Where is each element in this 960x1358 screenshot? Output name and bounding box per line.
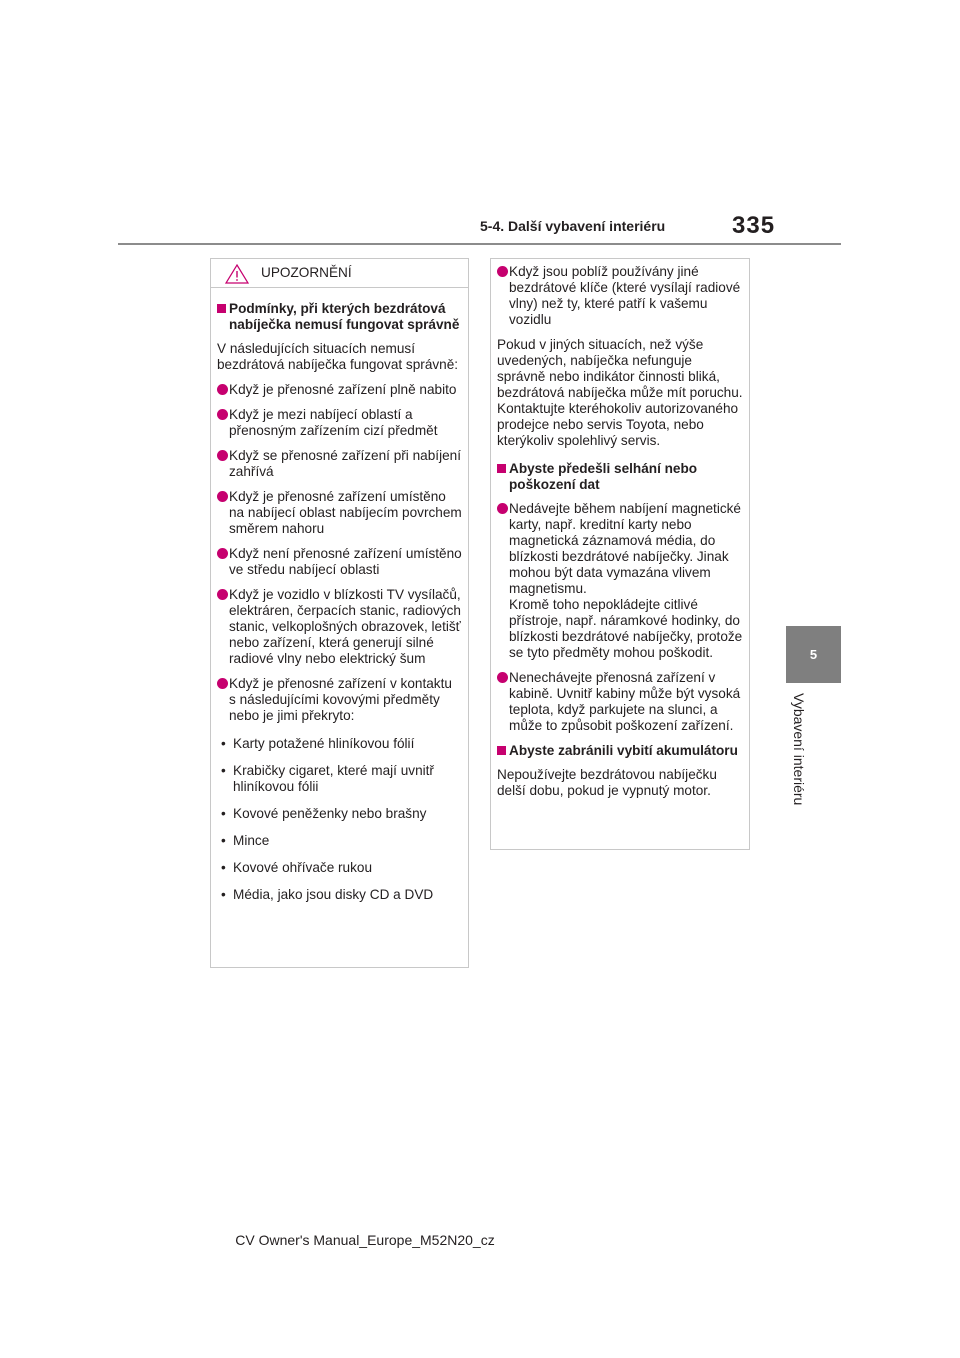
- square-bullet-icon: [497, 746, 506, 755]
- heading-conditions: Podmínky, při kterých bezdrátová nabíječka nemusí fungovat správně: [217, 301, 462, 333]
- sub-list-item: • Karty potažené hliníkovou fólií: [221, 736, 415, 751]
- list-item: Když není přenosné zařízení umístěno ve středu nabíjecí oblasti: [217, 546, 462, 578]
- malfunction-text: Pokud v jiných situacích, než výše uvedených, nabíječka nefunguje správně nebo indikátor činnosti bliká, bezdrátová nabíječka může mít poruchu. Kontaktujte kteréhokoliv autorizovaného prodejce nebo servis Toyota, nebo kterýkoliv spolehlivý servis.: [497, 337, 743, 448]
- list-item: Když je přenosné zařízení v kontaktu s následujícími kovovými předměty nebo je jimi překryto:: [217, 676, 462, 724]
- sub-list-item: • Mince: [221, 833, 270, 848]
- list-item: Když se přenosné zařízení při nabíjení zahřívá: [217, 448, 462, 480]
- warning-box-right: [490, 258, 750, 850]
- heading-battery: Abyste zabránili vybití akumulátoru: [497, 743, 743, 759]
- warning-header: [211, 259, 468, 288]
- list-item: Nedávejte během nabíjení magnetické karty, např. kreditní karty nebo magnetická záznamová média, do blízkosti bezdrátové nabíječky. Jinak mohou být data vymazána vlivem magnetismu. Kromě toho nepokládejte citlivé přístroje, např. náramkové hodinky, do blízkosti bezdrátové nabíječky, protože se tyto předměty mohou poškodit.: [497, 501, 743, 661]
- chapter-tab-label: Vybavení interiéru: [791, 693, 807, 806]
- heading-data-protection: Abyste předešli selhání nebo poškození dat: [497, 461, 743, 493]
- round-bullet-icon: [497, 503, 508, 514]
- warning-content-right: [491, 259, 749, 799]
- round-bullet-icon: [217, 450, 228, 461]
- page-number: 335: [732, 212, 776, 239]
- header-rule: [118, 243, 841, 245]
- list-item: Když je vozidlo v blízkosti TV vysílačů, elektráren, čerpacích stanic, radiových stanic, velkoplošných obrazovek, letišť nebo zařízení, která generují silné radiové vlny nebo elektrický šum: [217, 587, 462, 667]
- round-bullet-icon: [217, 491, 228, 502]
- warning-box-left: [210, 258, 469, 968]
- sub-list-item: • Kovové peněženky nebo brašny: [221, 806, 427, 821]
- warning-title: UPOZORNĚNÍ: [261, 265, 352, 280]
- round-bullet-icon: [497, 266, 508, 277]
- list-item: Když jsou poblíž používány jiné bezdrátové klíče (které vysílají radiové vlny) než ty, které patří k vašemu vozidlu: [497, 264, 743, 328]
- warning-triangle-icon: [225, 264, 249, 284]
- round-bullet-icon: [217, 548, 228, 559]
- list-item: Když je mezi nabíjecí oblastí a přenosným zařízením cizí předmět: [217, 407, 462, 439]
- list-item: Když je přenosné zařízení plně nabito: [217, 382, 462, 398]
- sub-list-item: • Kovové ohřívače rukou: [221, 860, 373, 875]
- round-bullet-icon: [217, 678, 228, 689]
- round-bullet-icon: [217, 409, 228, 420]
- chapter-tab: 5: [786, 626, 841, 683]
- sub-list-item: • Krabičky cigaret, které mají uvnitř hliníkovou fólii: [221, 763, 434, 794]
- square-bullet-icon: [497, 464, 506, 473]
- battery-text: Nepoužívejte bezdrátovou nabíječku delší dobu, pokud je vypnutý motor.: [497, 767, 717, 798]
- warning-content-left: [211, 288, 468, 903]
- footer: [0, 1232, 960, 1248]
- round-bullet-icon: [217, 589, 228, 600]
- sub-list-item: • Média, jako jsou disky CD a DVD: [221, 887, 434, 902]
- round-bullet-icon: [217, 384, 228, 395]
- footer-text: CV Owner's Manual_Europe_M52N20_cz: [235, 1232, 495, 1248]
- list-item: Nenechávejte přenosná zařízení v kabině. Uvnitř kabiny může být vysoká teplota, když parkujete na slunci, a může to způsobit poškození zařízení.: [497, 670, 743, 734]
- round-bullet-icon: [497, 672, 508, 683]
- intro-text: V následujících situacích nemusí bezdrátová nabíječka fungovat správně:: [217, 341, 459, 372]
- list-item: Když je přenosné zařízení umístěno na nabíjecí oblast nabíjecím povrchem směrem nahoru: [217, 489, 462, 537]
- square-bullet-icon: [217, 304, 226, 313]
- section-title: 5-4. Další vybavení interiéru: [480, 218, 666, 234]
